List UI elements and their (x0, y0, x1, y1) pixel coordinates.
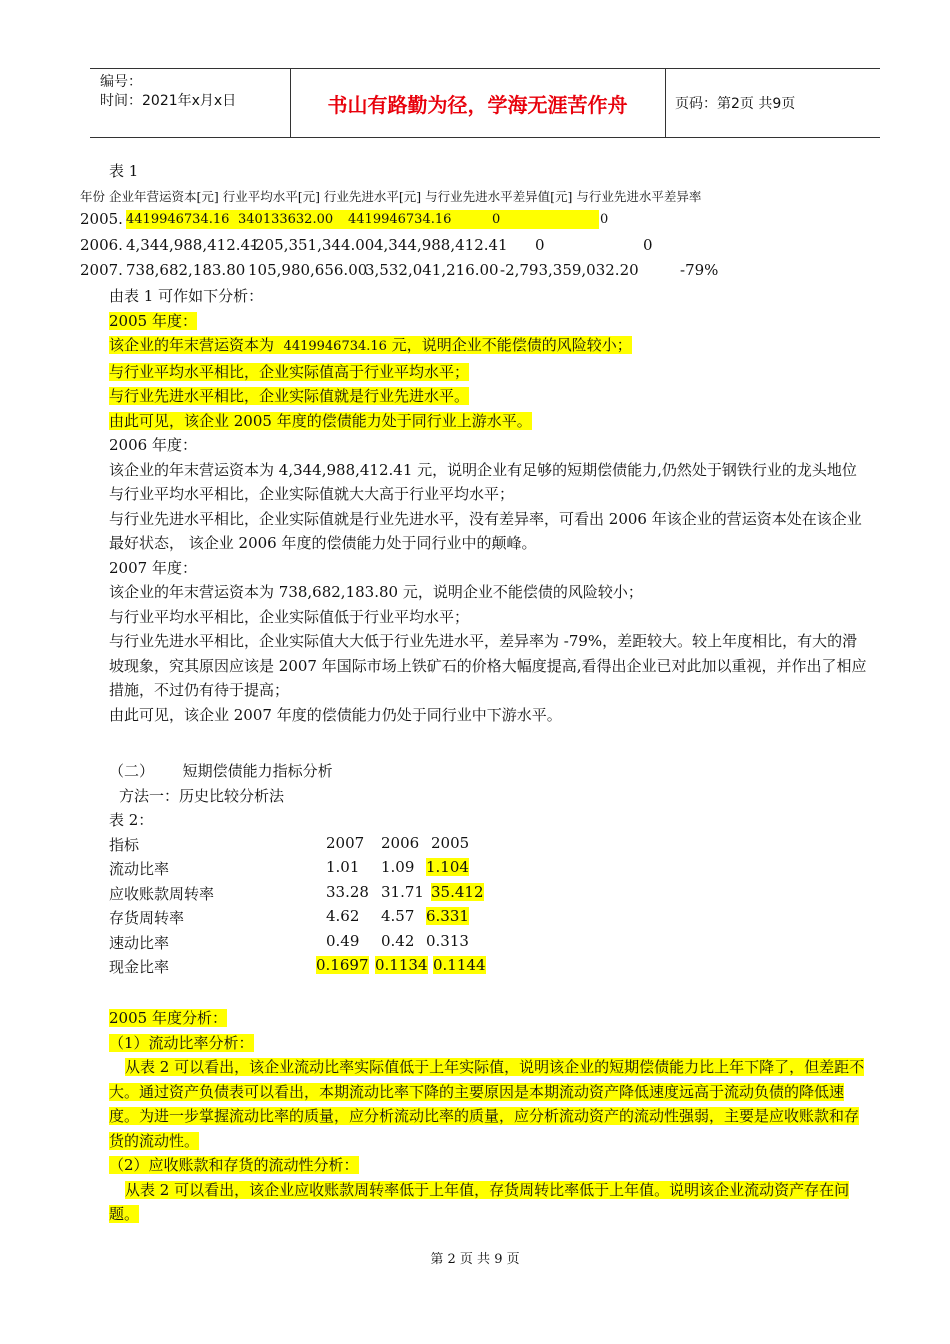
t1-capital: 4,344,988,412.41 (126, 236, 260, 254)
t1-rate: 0 (643, 236, 653, 254)
header-time: 时间：2021年x月x日 (100, 93, 237, 109)
t2-name: 速动比率 (109, 934, 170, 952)
y2007-line: 该企业的年末营运资本为 738,682,183.80 元，说明企业不能偿债的风险较小； (109, 583, 643, 601)
a2-sub1: （1）流动比率分析： (109, 1033, 254, 1052)
t1-adv: 4419946734.16 (348, 212, 452, 227)
t1-avg: -205,351,344.00 (250, 236, 375, 254)
t2-value: 4.62 (326, 907, 360, 925)
t1-rate: -79% (680, 261, 719, 279)
y2006-line: 与行业平均水平相比，企业实际值就大大高于行业平均水平； (109, 485, 515, 503)
y2006-title: 2006 年度： (109, 436, 197, 454)
header-motto: 书山有路勤为径，学海无涯苦作舟 (327, 92, 628, 117)
t2-col: 2006 (381, 834, 420, 852)
t2-value: 6.331 (426, 907, 469, 925)
y2006-line: 该企业的年末营运资本为 4,344,988,412.41 元，说明企业有足够的短期偿债能力,仍然处于钢铁行业的龙头地位 (109, 460, 857, 479)
analysis2-block (109, 1006, 869, 1227)
header-number: 编号： (100, 74, 142, 90)
page-header (90, 68, 880, 138)
y2007-line: 与行业平均水平相比，企业实际值低于行业平均水平； (109, 607, 470, 626)
analysis-intro: 由表 1 可作如下分析： (109, 287, 264, 305)
t1-year: 2005. (80, 210, 123, 228)
t2-value: 4.57 (381, 907, 415, 925)
table1-header: 年份 企业年营运资本[元] 行业平均水平[元] 行业先进水平[元] 与行业先进水平差异值[元] 与行业先进水平差异率 (80, 189, 702, 204)
y2005-line (109, 336, 632, 354)
t2-value: 33.28 (326, 883, 369, 901)
t1-avg: 340133632.00 (238, 212, 334, 227)
y2005-title: 2005 年度： (109, 311, 197, 330)
table2-title: 表 2： (109, 811, 154, 829)
table1-title: 表 1 (109, 162, 139, 180)
t2-value: 1.09 (381, 858, 415, 876)
t2-name: 应收账款周转率 (109, 885, 215, 903)
y2005-line: 与行业平均水平相比，企业实际值高于行业平均水平； (109, 362, 470, 381)
t2-value: 0.1697 (316, 956, 369, 974)
header-info (100, 73, 236, 111)
t1-capital: 738,682,183.80 (126, 261, 246, 279)
analysis-block (109, 284, 869, 727)
t2-value: 0.313 (426, 932, 469, 950)
y2005-text: 该企业的年末营运资本为 (109, 336, 284, 354)
header-divider (665, 69, 666, 137)
y2005-line: 由此可见，该企业 2005 年度的偿债能力处于同行业上游水平。 (109, 411, 532, 430)
t2-value: 0.42 (381, 932, 415, 950)
y2006-line: 与行业先进水平相比，企业实际值就是行业先进水平，没有差异率，可看出 2006 年该企业的营运资本处在该企业最好状态， 该企业 2006 年度的偿债能力处于同行业中的颠峰。 (109, 509, 862, 552)
t2-value: 0.49 (326, 932, 360, 950)
method-label: 方法一：历史比较分析法 (119, 787, 285, 805)
t2-col: 2007 (326, 834, 365, 852)
t1-adv: 4,344,988,412.41 (374, 236, 508, 254)
t1-year: 2007. (80, 261, 123, 279)
t2-col: 2005 (431, 834, 470, 852)
page-footer: 第 2 页 共 9 页 (430, 1252, 520, 1267)
t2-value: 1.104 (426, 858, 469, 876)
t2-value: 0.1134 (375, 956, 428, 974)
t2-value: 1.01 (326, 858, 360, 876)
y2005-text: 元，说明企业不能偿债的风险较小； (386, 336, 632, 354)
a2-para1: 从表 2 可以看出，该企业流动比率实际值低于上年实际值，说明该企业的短期偿债能力比上年下降了，但差距不大。通过资产负债表可以看出，本期流动比率下降的主要原因是本期流动资产降低速度远高于流动负债的降低速度。为进一步掌握流动比率的质量，应分析流动比率的质量，应分析流动资产的流动性强弱，主要是应收账款和存货的流动性。 (109, 1058, 865, 1150)
t2-col: 指标 (109, 836, 140, 854)
a2-title: 2005 年度分析： (109, 1009, 227, 1027)
y2007-line: 与行业先进水平相比，企业实际值大大低于行业先进水平，差异率为 -79%，差距较大。较上年度相比，有大的滑坡现象，究其原因应该是 2007 年国际市场上铁矿石的价格大幅度提高,看得出企业已对此加以重视，并作出了相应措施，不过仍有待于提高； (109, 632, 867, 699)
t2-value: 31.71 (381, 883, 424, 901)
y2005-line: 与行业先进水平相比，企业实际值就是行业先进水平。 (109, 387, 470, 405)
t1-capital: 4419946734.16 (126, 212, 230, 227)
t1-year: 2006. (80, 236, 123, 254)
t1-diff: 0 (535, 236, 545, 254)
section2-heading: （二） 短期偿债能力指标分析 (109, 762, 333, 780)
t1-diff: -2,793,359,032.20 (500, 261, 639, 279)
t2-name: 存货周转率 (109, 909, 185, 927)
t1-avg: 105,980,656.00 (248, 261, 368, 279)
header-page: 页码：第2页 共9页 (675, 96, 796, 112)
t2-value: 0.1144 (433, 956, 486, 974)
t1-rate: 0 (600, 212, 609, 227)
t2-name: 现金比率 (109, 958, 170, 976)
y2005-value: 4419946734.16 (283, 339, 387, 354)
y2007-line: 由此可见，该企业 2007 年度的偿债能力仍处于同行业中下游水平。 (109, 705, 562, 724)
y2007-title: 2007 年度： (109, 558, 197, 577)
a2-para2: 从表 2 可以看出，该企业应收账款周转率低于上年值，存货周转比率低于上年值。说明该企业流动资产存在问题。 (109, 1180, 850, 1223)
a2-sub2: （2）应收账款和存货的流动性分析： (109, 1156, 359, 1174)
t1-diff: 0 (492, 212, 501, 227)
t2-value: 35.412 (431, 883, 484, 901)
t1-adv: 3,532,041,216.00 (365, 261, 499, 279)
t2-name: 流动比率 (109, 860, 170, 878)
